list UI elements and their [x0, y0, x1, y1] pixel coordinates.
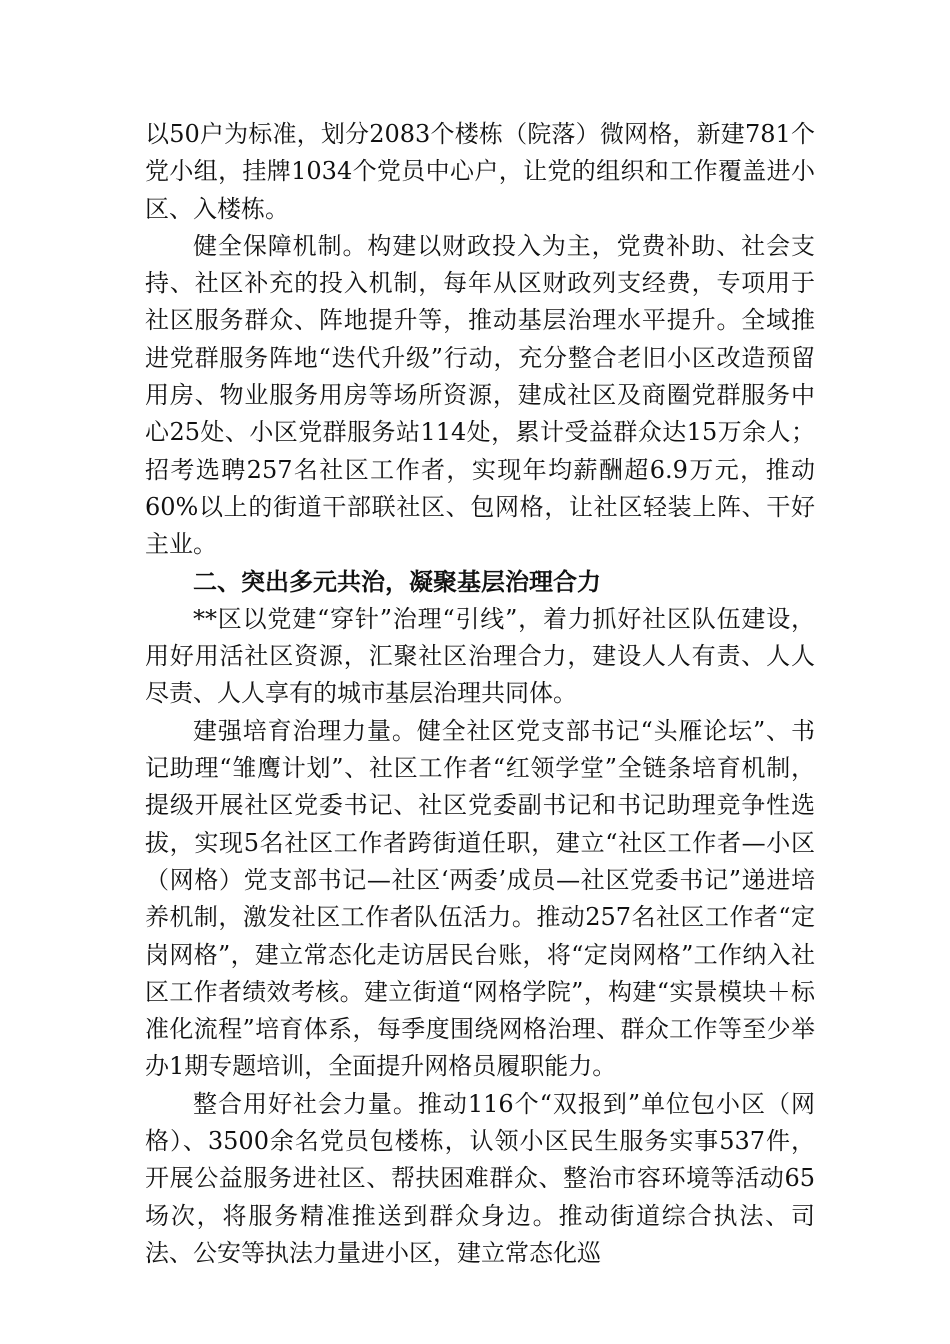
section-heading: 二、突出多元共治，凝聚基层治理合力 — [193, 567, 601, 596]
paragraph-section-intro: **区以党建“穿针”治理“引线”，着力抓好社区队伍建设，用好用活社区资源，汇聚社区治理合力，建设人人有责、人人尽责、人人享有的城市基层治理共同体。 — [145, 604, 815, 708]
document-page — [145, 116, 815, 1272]
paragraph-social-force: 整合用好社会力量。推动116个“双报到”单位包小区（网格）、3500余名党员包楼栋，认领小区民生服务实事537件，开展公益服务进社区、帮扶困难群众、整治市容环境等活动65场次，将服务精准推送到群众身边。推动街道综合执法、司法、公安等执法力量进小区，建立常态化巡 — [145, 1089, 815, 1267]
paragraph-grid-organization: 以50户为标准，划分2083个楼栋（院落）微网格，新建781个党小组，挂牌1034个党员中心户，让党的组织和工作覆盖进小区、入楼栋。 — [145, 120, 815, 223]
paragraph-guarantee-mechanism: 健全保障机制。构建以财政投入为主，党费补助、社会支持、社区补充的投入机制，每年从区财政列支经费，专项用于社区服务群众、阵地提升等，推动基层治理水平提升。全域推进党群服务阵地“迭代升级”行动，充分整合老旧小区改造预留用房、物业服务用房等场所资源，建成社区及商圈党群服务中心25处、小区党群服务站114处，累计受益群众达15万余人；招考选聘257名社区工作者，实现年均薪酬超6.9万元，推动60%以上的街道干部联社区、包网格，让社区轻装上阵、干好主业。 — [145, 231, 815, 559]
paragraph-cultivation-force: 建强培育治理力量。健全社区党支部书记“头雁论坛”、书记助理“雏鹰计划”、社区工作者“红领学堂”全链条培育机制，提级开展社区党委书记、社区党委副书记和书记助理竞争性选拔，实现5名社区工作者跨街道任职，建立“社区工作者—小区（网格）党支部书记—社区‘两委’成员—社区党委书记”递进培养机制，激发社区工作者队伍活力。推动257名社区工作者“定岗网格”，建立常态化走访居民台账，将“定岗网格”工作纳入社区工作者绩效考核。建立街道“网格学院”，构建“实景模块＋标准化流程”培育体系，每季度围绕网格治理、群众工作等至少举办1期专题培训，全面提升网格员履职能力。 — [145, 716, 815, 1081]
